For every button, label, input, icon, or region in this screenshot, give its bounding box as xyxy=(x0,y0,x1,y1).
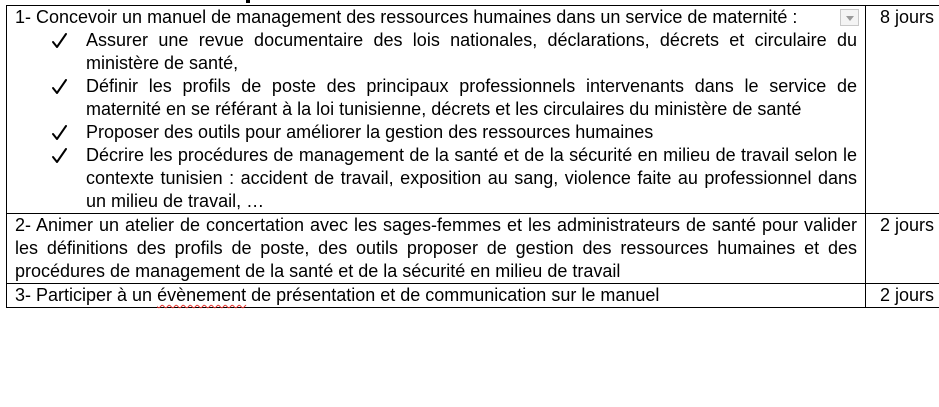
task-title-text-start: 3- Participer à un xyxy=(15,285,158,305)
task-title-text: 1- Concevoir un manuel de management des ressources humaines dans un service de maternité : xyxy=(15,7,798,27)
task-title xyxy=(15,284,857,307)
list-item-text: Assurer une revue documentaire des lois nationales, déclarations, décrets et circulaire du ministère de santé, xyxy=(86,30,857,73)
list-item-text: Décrire les procédures de management de la santé et de la sécurité en milieu de travail selon le contexte tunisien : accident de travail, exposition au sang, violence faite au professionnel dans un milieu de travail, … xyxy=(86,145,857,211)
list-item xyxy=(15,75,857,121)
task-duration-cell[interactable] xyxy=(866,284,939,308)
list-item xyxy=(15,121,857,144)
table-row xyxy=(7,284,939,308)
task-title xyxy=(15,214,857,283)
task-duration: 2 jours xyxy=(879,215,935,235)
list-item xyxy=(15,144,857,213)
task-title-text-end: de présentation et de communication sur le manuel xyxy=(246,285,660,305)
list-item-text: Définir les profils de poste des principaux professionnels intervenants dans le service de maternité en se référant à la loi tunisienne, décrets et les circulaires du ministère de santé xyxy=(86,76,857,119)
checkmark-icon xyxy=(51,29,69,52)
task-title-text: 2- Animer un atelier de concertation avec les sages-femmes et les administrateurs de santé pour valider les définitions des profils de poste, des outils proposer de gestion des ressources humaines et des procédures de management de la santé et de la sécurité en milieu de travail xyxy=(15,215,857,281)
task-subitems xyxy=(15,29,857,213)
task-duration-cell[interactable] xyxy=(866,214,939,284)
checkmark-icon xyxy=(51,75,69,98)
task-description-cell[interactable] xyxy=(7,214,866,284)
task-description-cell[interactable] xyxy=(7,284,866,308)
tasks-table xyxy=(6,5,939,308)
table-row xyxy=(7,214,939,284)
table-row xyxy=(7,6,939,214)
top-mark xyxy=(246,0,250,3)
list-item-text: Proposer des outils pour améliorer la gestion des ressources humaines xyxy=(86,122,654,142)
checkmark-icon xyxy=(51,144,69,167)
task-duration: 2 jours xyxy=(879,285,935,305)
task-duration: 8 jours xyxy=(879,7,935,27)
checkmark-icon xyxy=(51,121,69,144)
task-description-cell[interactable] xyxy=(7,6,866,214)
list-item xyxy=(15,29,857,75)
spellcheck-flagged-word[interactable]: évènement xyxy=(157,285,247,305)
chevron-down-icon[interactable] xyxy=(840,9,859,26)
task-duration-cell[interactable] xyxy=(866,6,939,214)
task-title xyxy=(15,6,857,29)
